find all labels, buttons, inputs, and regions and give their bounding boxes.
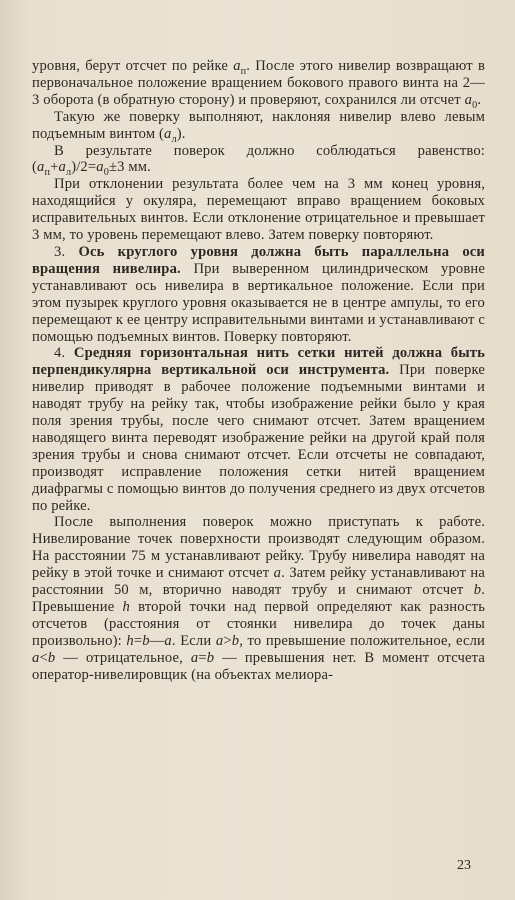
page-number: 23 — [457, 858, 471, 873]
paragraph-continued: уровня, берут отсчет по рейке $a_п$. После этого нивелир возвращают в первоначальное положение вращением бокового правого винта на 2—3 оборота (в обратную сторону) и проверяют, сохранился ли отсчет $a_0$. — [32, 58, 485, 111]
paragraph-deviation: При отклонении результата более чем на 3 мм конец уровня, находящийся у окуляра, перемещают вправо вращением боковых исправительных винтов. Если отклонение отрицательное и превышает 3 мм, то уровень перемещают влево. Затем поверку повторяют. — [32, 176, 485, 244]
paragraph-check-3: 3. Ось круглого уровня должна быть параллельна оси вращения нивелира. При выверенном цилиндрическом уровне устанавливают ось нивелира в вертикальное положение. Если при этом пузырек круглого уровня оказывается не в центре ампулы, то его перемещают к ее центру исправительными винтами и устанавливают с помощью подъемных винтов. Поверку повторяют. — [32, 243, 485, 345]
paragraph-leveling: После выполнения поверок можно приступать к работе. Нивелирование точек поверхности производят следующим образом. На расстоянии 75 м устанавливают рейку. Трубу нивелира наводят на рейку в этой точке и снимают отсчет a. Затем рейку устанавливают на расстоянии 50 м, вторично наводят трубу и снимают отсчет b. Превышение h второй точки над первой определяют как разность отсчетов (расстояния от стоянки нивелира до точек даны произвольно): h=b—a. Если a>b, то превышение положительное, если a<b — отрицательное, a=b — превышения нет. В момент отсчета оператор-нивелировщик (на объектах мелиора- — [32, 514, 485, 683]
body-text — [32, 58, 485, 684]
paragraph-check-4: 4. Средняя горизонтальная нить сетки нитей должна быть перпендикулярна вертикальной оси инструмента. При поверке нивелир приводят в рабочее положение подъемными винтами и наводят трубу на рейку так, чтобы изображение рейки было у края поля зрения трубы, после чего снимают отсчет. Затем вращением наводящего винта переводят изображение рейки на другой край поля зрения трубы и снова снимают отсчет. Если отсчеты не совпадают, производят исправление положения сетки нитей вращением диафрагмы с помощью винтов до получения среднего из двух отсчетов по рейке. — [32, 345, 485, 514]
paragraph-equality: В результате поверок должно соблюдаться равенство: $(a_п+a_л)/2=a_0\pm 3$ мм. — [32, 142, 485, 179]
paragraph-left-tilt: Такую же поверку выполняют, наклоняя нивелир влево левым подъемным винтом $(a_л)$. — [32, 108, 485, 145]
